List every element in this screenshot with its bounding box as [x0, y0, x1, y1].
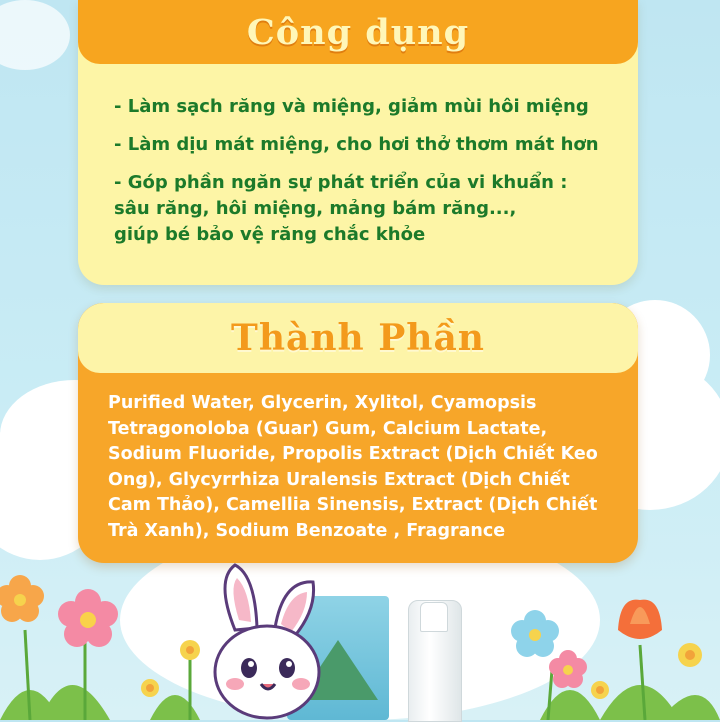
- flower-icon: [549, 650, 587, 688]
- uses-item: - Góp phần ngăn sự phát triển của vi khuẩn : sâu răng, hôi miệng, mảng bám răng..., giúp bé bảo vệ răng chắc khỏe: [114, 172, 568, 245]
- uses-title: Công dụng: [246, 11, 470, 53]
- ingredients-header: [78, 303, 638, 373]
- flower-icon: [678, 643, 702, 667]
- ingredients-title: Thành Phần: [231, 317, 485, 359]
- ingredients-card: [78, 303, 638, 563]
- flower-icon: [58, 589, 118, 647]
- flower-icon: [591, 681, 609, 699]
- flower-icon: [180, 640, 200, 660]
- ingredients-text: Purified Water, Glycerin, Xylitol, Cyamopsis Tetragonoloba (Guar) Gum, Calcium Lactate, Sodium Fluoride, Propolis Extract (Dịch Chiết Keo Ong), Glycyrrhiza Uralensis Extract (Dịch Chiết Cam Thảo), Camellia Sinensis, Extract (Dịch Chiết Trà Xanh), Sodium Benzoate , Fragrance: [108, 393, 598, 541]
- flower-icon: [141, 679, 159, 697]
- uses-list: [78, 64, 638, 248]
- flower-icon: [618, 600, 662, 639]
- flower-icon: [511, 610, 559, 657]
- flower-icon: [0, 575, 44, 622]
- cloud-shape: [0, 0, 70, 70]
- spray-cap-icon: [420, 602, 448, 632]
- bunny-mascot-icon: [205, 560, 335, 720]
- uses-card: [78, 0, 638, 285]
- uses-item: - Làm dịu mát miệng, cho hơi thở thơm mát hơn: [114, 134, 599, 155]
- uses-item: - Làm sạch răng và miệng, giảm mùi hôi miệng: [114, 96, 589, 117]
- uses-header: [78, 0, 638, 64]
